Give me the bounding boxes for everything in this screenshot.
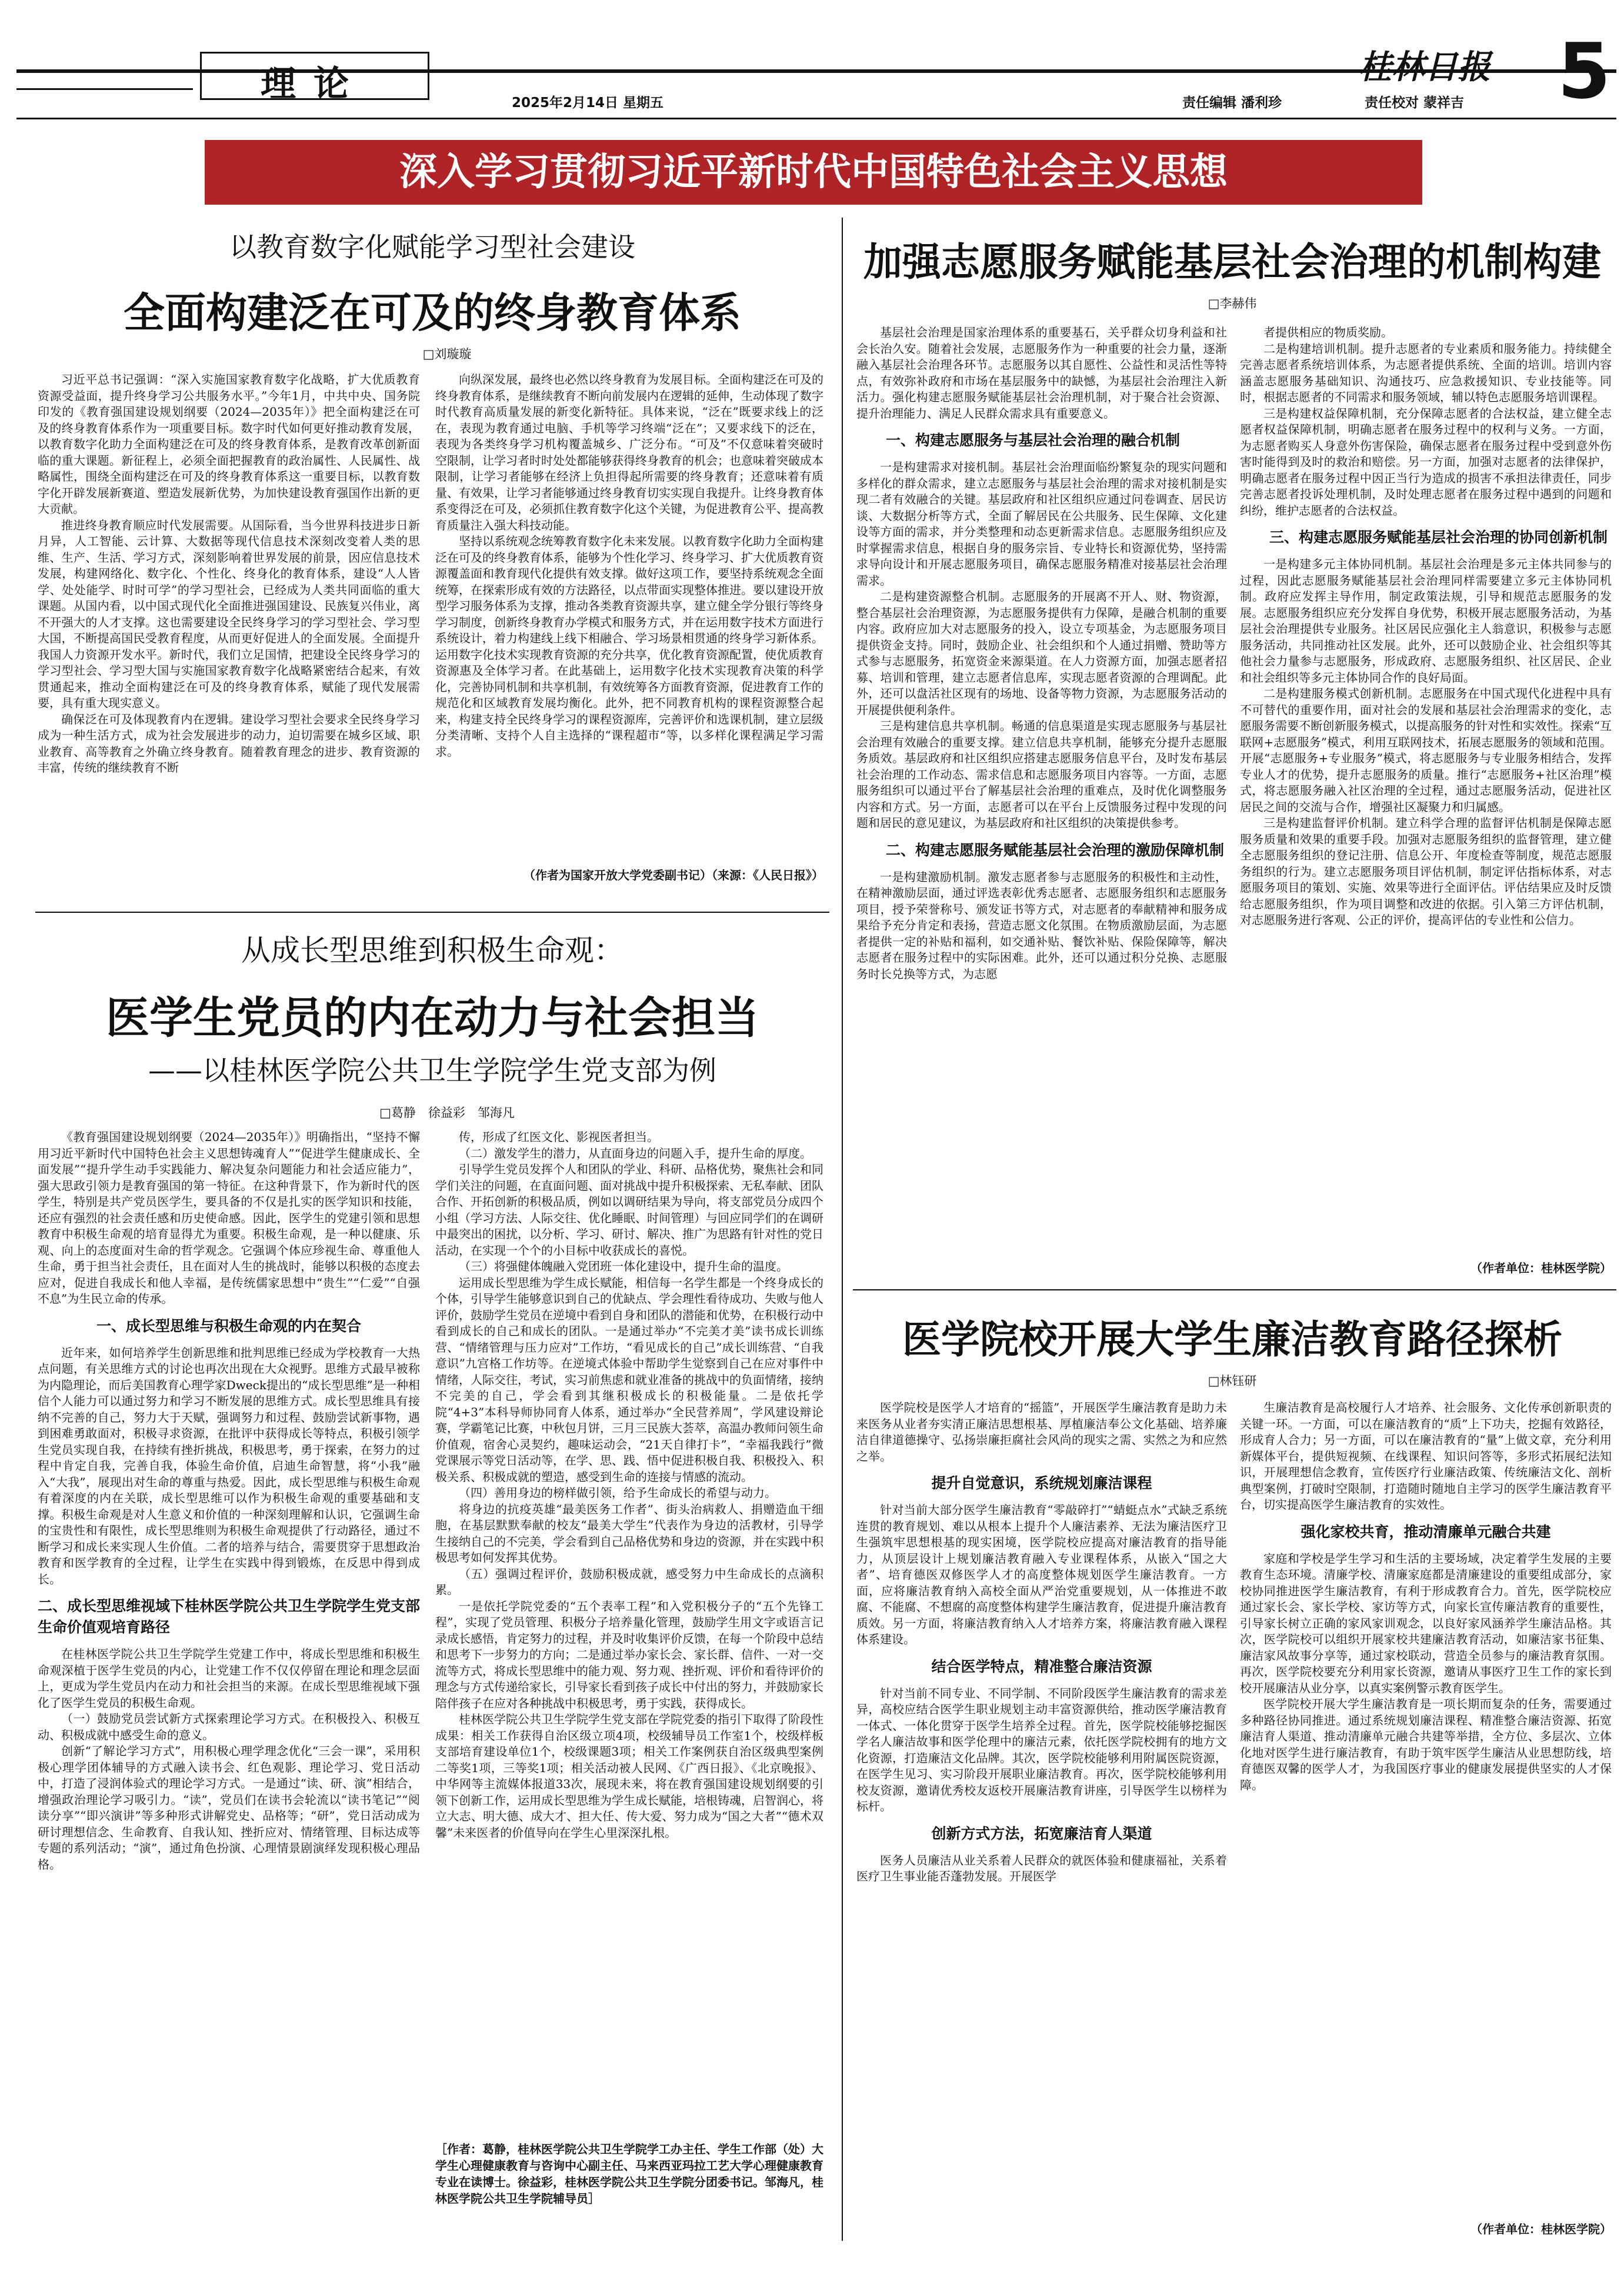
- article2-byline: □葛静 徐益彩 邹海凡: [379, 1106, 515, 1120]
- paragraph: 运用成长型思维为学生成长赋能，相信每一名学生都是一个终身成长的个体，引导学生能够意识到自己的优缺点、学会理性看待成功、失败与他人评价，鼓励学生党员在逆境中看到自身和团队的潜能和优势，在积极行动中看到成长的自己和成长的团队。一是通过举办“不完美才美”读书成长训练营、“情绪管理与压力应对”工作坊，“看见成长的自己”成长训练营、“自我意识”九宫格工作坊等。在逆境式体验中帮助学生觉察到自己在应对事件中情绪，人际交往，考试，实习前焦虑和就业准备的挑战中的负面情绪，接纳不完美的自己，学会看到其继积极成长的积极能量。二是依托学院“4+3”本科导师协同育人体系，通过举办“全民营养周”，学风建设辩论赛，学霸笔记比赛，中秋包月饼，三月三民族大荟萃，高温办教师问领生命价值观，宿舍心灵契约，趣味运动会，“21天自律打卡”，“幸福我践行”微党课展示等党日活动等，在学、思、践、悟中促进积极自我、积极投入、积极关系、积极成就的塑造，感受到生命的连接与情感的流动。: [435, 1275, 823, 1484]
- paragraph: 者提供相应的物质奖励。: [1263, 325, 1393, 339]
- paragraph: 向纵深发展，最终也必然以终身教育为发展目标。全面构建泛在可及的终身教育体系，是继续教育不断向前发展内在逻辑的延伸，生动体现了数字时代教育高质量发展的新变化新特征。具体来说，“泛在”既要求线上的泛在，表现为教育通过电脑、手机等学习终端“泛在”；又要求线下的泛在，表现为各类终身学习机构覆盖城乡、广泛分布。“可及”不仅意味着突破时空限制，让学习者时时处处都能够获得终身教育的机会；也意味着突破成本限制，让学习者能够在经济上负担得起所需要的终身教育；还意味着有质量、有效果，让学习者能够通过终身教育切实实现自我提升。让终身教育体系变得泛在可及，必须抓住教育数字化这个关键，为促进教育公平、提高教育质量注入强大科技动能。: [435, 372, 823, 532]
- header-left-rule: [16, 88, 193, 90]
- paragraph: 三是构建监督评价机制。建立科学合理的监督评估机制是保障志愿服务质量和效果的重要手段。加强对志愿服务组织的监督管理，建立健全志愿服务组织的登记注册、信息公开、年度检查等制度，规范志愿服务组织的行为。建立志愿服务项目评估机制，制定评估指标体系，对志愿服务项目的策划、实施、效果等进行全面评估。评估结果应及时反馈给志愿服务组织，作为项目调整和改进的依据。引入第三方评估机制，对志愿服务进行客观、公正的评价，提高评估的专业性和公信力。: [1240, 816, 1612, 927]
- article3-column-2: [1240, 325, 1612, 1254]
- article3-column-1: [856, 325, 1227, 1289]
- paragraph: 确保泛在可及体现教育内在逻辑。建设学习型社会要求全民终身学习成为一种生活方式，成为社会发展进步的动力，迫切需要在城乡区域、职业教育、高等教育之外确立终身教育。随着教育理念的进步、教育资源的丰富，传统的继续教育不断: [38, 712, 420, 775]
- paragraph: （一）鼓励党员尝试新方式探索理论学习方式。在积极投入、积极互动、积极成就中感受生命的意义。: [38, 1712, 420, 1742]
- article3-byline: □李赫伟: [1208, 296, 1257, 311]
- banner: [205, 140, 1422, 205]
- paragraph: 针对当前不同专业、不同学制、不同阶段医学生廉洁教育的需求差异，高校应结合医学生职业规划主动丰富资源供给，推动医学廉洁教育一体式、一体化贯穿于医学生培养全过程。首先，医学院校能够挖掘医学名人廉洁故事和医学伦理中的廉洁元素，依托医学院校拥有的地方文化资源，打造廉洁文化品牌。其次，医学院校能够利用附属医院资源，在医学生见习、实习阶段开展职业廉洁教育。再次，医学院校能够利用校友资源，邀请优秀校友返校开展廉洁教育讲座，引导医学生以榜样为标杆。: [856, 1686, 1227, 1813]
- article4-title: 医学院校开展大学生廉洁教育路径探析: [902, 1317, 1562, 1362]
- paragraph: 二是构建资源整合机制。志愿服务的开展离不开人、财、物资源，整合基层社会治理资源，为志愿服务提供有力保障，是融合机制的重要内容。政府应加大对志愿服务的投入，设立专项基金，为志愿服务项目提供资金支持。同时，鼓励企业、社会组织和个人通过捐赠、赞助等方式参与志愿服务，拓宽资金来源渠道。在人力资源方面，加强志愿者招募、培训和管理，建立志愿者信息库，实现志愿者资源的合理调配。此外，还可以盘活社区现有的场地、设备等物力资源，为志愿服务活动的开展提供便利条件。: [856, 589, 1227, 717]
- article1-author-note: （作者为国家开放大学党委副书记）（来源：《人民日报》）: [523, 868, 823, 882]
- paragraph: 坚持以系统观念统筹教育数字化未来发展。以教育数字化助力全面构建泛在可及的终身教育体系，能够为个性化学习、终身学习、扩大优质教育资源覆盖面和教育现代化提供有效支撑。做好这项工作，要坚持系统观念全面统筹，在探索形成有效的方法路径，以点带面实现整体推进。要以建设开放型学习服务体系为支撑，推动各类教育资源共享，建立健全学分银行等终身学习制度，创新终身教育办学模式和服务方式，并在运用数字技术方面进行系统设计，着力构建线上线下相融合、学习场景相贯通的终身学习新体系。运用数字化技术实现教育资源的充分共享，优化教育资源配置，使优质教育资源惠及全体学习者。在此基础上，运用数字化技术实现教育决策的科学化，完善协同机制和共享机制，有效统筹各方面教育资源，促进教育工作的规范化和区域教育发展均衡化。此外，把不同教育机构的课程资源整合起来，构建支持全民终身学习的课程资源库，完善评价和选课机制，建立层级分类清晰、支持个人自主选择的“课程超市”等，以多样化课程满足学习需求。: [435, 534, 823, 759]
- paragraph: 一是构建多元主体协同机制。基层社会治理是多元主体共同参与的过程，因此志愿服务赋能基层社会治理同样需要建立多元主体协同机制。政府应发挥主导作用，制定政策法规，引导和规范志愿服务的发展。志愿服务组织应充分发挥自身优势，积极开展志愿服务活动，为基层社会治理提供专业服务。社区居民应强化主人翁意识，积极参与志愿服务活动，共同推动社区发展。此外，还可以鼓励企业、社会组织等其他社会力量参与志愿服务，形成政府、志愿服务组织、社区居民、企业和社会组织等多元主体协同合作的良好局面。: [1240, 557, 1612, 685]
- article4-byline: □林钰研: [1208, 1374, 1257, 1388]
- paragraph: （三）将强健体魄融入党团班一体化建设中，提升生命的温度。: [459, 1259, 788, 1273]
- article1-byline: □刘璇璇: [422, 347, 472, 361]
- article1-kicker: 以教育数字化赋能学习型社会建设: [229, 231, 635, 263]
- article4-column-2: [1240, 1400, 1612, 2217]
- paragraph: 将身边的抗疫英雄“最美医务工作者”、街头治病救人、捐赠造血干细胞，在基层默默奉献的校友“最美大学生”代表作为身边的活教材，引导学生接纳自己的不完美，学会看到自己品格优势和身边的资源，并在实践中积极思考如何发挥其优势。: [435, 1502, 823, 1565]
- article3-section-1-heading: 一、构建志愿服务与基层社会治理的融合机制: [886, 432, 1181, 449]
- paragraph: 在桂林医学院公共卫生学院学生党建工作中，将成长型思维和积极生命观深植于医学生党员的内心，让党建工作不仅仅停留在理论和理念层面上，更成为学生党员内在动力和社会担当的来源。在成长型思维视域下强化了医学生党员的积极生命观。: [38, 1647, 420, 1710]
- article4-section-3-heading: 创新方式方法，拓宽廉洁育人渠道: [931, 1824, 1152, 1842]
- paragraph: 一是依托学院党委的“五个表率工程”和入党积极分子的“五个先锋工程”，实现了党员管理、积极分子培养量化管理，鼓励学生用文字或语言记录成长感悟，肯定努力的过程，并及时收集评价反馈，在每一个阶段中总结和思考下一步努力的方向；二是通过举办家长会、家长群、信件、一对一交流等方式，将成长型思维中的能力观、努力观、挫折观、评价和看待评价的理念与方式传递给家长，引导家长看到孩子成长中付出的努力，并鼓励家长陪伴孩子在应对各种挑战中积极思考，勇于实践，获得成长。: [435, 1599, 823, 1710]
- paragraph: 三是构建权益保障机制，充分保障志愿者的合法权益，建立健全志愿者权益保障机制，明确志愿者在服务过程中的权利与义务。一方面，为志愿者购买人身意外伤害保险，确保志愿者在服务过程中受到意外伤害时能得到及时的救治和赔偿。另一方面，加强对志愿者的法律保护，明确志愿者在服务过程中因正当行为造成的损害不承担法律责任，同步完善志愿者投诉处理机制，及时处理志愿者在服务过程中遇到的问题和纠纷，维护志愿者的合法权益。: [1240, 406, 1612, 518]
- article1-title: 全面构建泛在可及的终身教育体系: [124, 289, 741, 337]
- paragraph: 近年来，如何培养学生创新思维和批判思维已经成为学校教育一大热点问题，有关思维方式的讨论也再次出现在大众视野。思维方式最早被称为内隐理论，而后美国教育心理学家Dweck提出的“成长型思维”是一种相信个人能力可以通过努力和学习不断发展的思维方式。成长型思维具有接纳不完善的自己，努力大于天赋，强调努力和过程、鼓励尝试新事物，遇到困难勇敢面对，积极寻求资源，在批评中获得成长等特点，积极引领学生党员实现自我，在持续有挫折挑战，积极思考，勇于探索，在努力的过程中肯定自我，完善自我，体验生命价值，启迪生命智慧，将“小我”融入“大我”，展现出对生命的尊重与热爱。因此，成长型思维与积极生命观有着深度的内在关联，成长型思维可以作为积极生命观的重要基础和支撑。积极生命观是对人生意义和价值的一种深刻理解和认识，它强调生命的宝贵性和有限性，成长型思维则为积极生命观提供了行动路径，通过不断学习和成长来实现人生价值。二者的培养与结合，需要贯穿于思想政治教育和医学教育的全过程，让学生在实践中得到锻炼，在反思中得到成长。: [38, 1345, 420, 1586]
- paragraph: 针对当前大部分医学生廉洁教育“零敲碎打”“蜻蜓点水”式缺乏系统连贯的教育规划、难以从根本上提升个人廉洁素养、无法为廉洁医疗卫生强筑牢思想根基的现实困境，医学院校应提高对廉洁教育的指导能力，从顶层设计上规划廉洁教育融入专业课程体系，从嵌入“国之大者”、培育德医双修医学人才的高度整体规划医学生廉洁教育。一方面，应将廉洁教育纳入高校全面从严治党重要规划，从一体推进不敢腐、不能腐、不想腐的高度整体构建学生廉洁教育，促进提升廉洁教育质效。另一方面，将廉洁教育纳入人才培养方案，将廉洁教育融入课程体系建设。: [856, 1503, 1227, 1646]
- paragraph: 家庭和学校是学生学习和生活的主要场域，决定着学生发展的主要教育生态环境。清廉学校、清廉家庭都是清廉建设的重要组成部分，家校协同推进医学生廉洁教育，有利于形成教育合力。首先，医学院校应通过家长会、家长学校、家访等方式，向家长宣传廉洁教育的重要性，引导家长树立正确的家风家训观念，以良好家风涵养学生廉洁品格。其次，医学院校可以组织开展家校共建廉洁教育活动，如廉洁家书征集、廉洁家风故事分享等，通过家校联动，营造全员参与的廉洁教育氛围。再次，医学院校要充分利用家长资源，邀请从事医疗卫生工作的家长到校开展廉洁从业分享，以真实案例警示教育医学生。: [1240, 1551, 1612, 1695]
- article4-column-1: [856, 1400, 1227, 2241]
- article3-section-3-heading: 三、构建志愿服务赋能基层社会治理的协同创新机制: [1269, 529, 1608, 546]
- issue-date: 2025年2月14日 星期五: [512, 95, 664, 111]
- paragraph: 习近平总书记强调：“深入实施国家教育数字化战略，扩大优质教育资源受益面，提升终身学习公共服务水平。”今年1月，中共中央、国务院印发的《教育强国建设规划纲要（2024—2035年）》把全面构建泛在可及的终身教育体系作为一项重要目标。数字时代如何更好推动教育发展，以教育数字化助力全面构建泛在可及的终身教育体系，是教育改革创新面临的重大课题。新征程上，必须全面把握教育的政治属性、人民属性、战略属性，围绕全面构建泛在可及的终身教育体系这一重要目标，以教育数字化开辟发展新赛道、塑造发展新优势，为加快建设教育强国作出新的更大贡献。: [38, 372, 420, 516]
- article4-section-1-heading: 提升自觉意识，系统规划廉洁课程: [931, 1475, 1152, 1492]
- article2-column-1: [38, 1129, 420, 2235]
- article3-title: 加强志愿服务赋能基层社会治理的机制构建: [863, 239, 1601, 285]
- section-box: [200, 52, 429, 105]
- paragraph: 创新“了解论学习方式”，用积极心理学理念优化“三会一课”，采用积极心理学团体辅导的方式融入读书会、红色观影、理论学习、党日活动中，打造了浸润体验式的理论学习方式。一是通过“读、研、演”相结合，增强政治理论学习吸引力。“读”，党员们在读书会轮流以“读书笔记”“阅读分享”“即兴演讲”等多种形式讲解党史、品格等；“研”，党日活动成为研讨理想信念、生命教育、自我认知、挫折应对、情绪管理、目标达成等专题的系列活动；“演”，通过角色扮演、心理情景剧演绎发现积极心理品格。: [38, 1744, 420, 1872]
- article1-column-1: [38, 372, 420, 901]
- article4-section-2-heading: 结合医学特点，精准整合廉洁资源: [931, 1657, 1152, 1675]
- article4-section-4-heading: 强化家校共育，推动清廉单元融合共建: [1300, 1523, 1551, 1540]
- proofreader: 责任校对 蒙祥吉: [1365, 95, 1465, 111]
- article2-kicker: 从成长型思维到积极生命观：: [241, 933, 623, 968]
- article2-section-2-heading: 二、成长型思维视域下桂林医学院公共卫生学院学生党支部生命价值观培育路径: [38, 1597, 420, 1636]
- paragraph: （二）激发学生的潜力，从直面身边的问题入手，提升生命的厚度。: [459, 1146, 812, 1160]
- article3-bottom-rule: [853, 1289, 1616, 1290]
- article3-author-note: （作者单位：桂林医学院）: [1470, 1261, 1612, 1275]
- editor: 责任编辑 潘利珍: [1182, 95, 1282, 111]
- paragraph: 医学院校开展大学生廉洁教育是一项长期而复杂的任务，需要通过多种路径协同推进。通过系统规划廉洁课程、精准整合廉洁资源、拓宽廉洁育人渠道、推动清廉单元融合共建等举措，全方位、多层次、立体化地对医学生进行廉洁教育，有助于筑牢医学生廉洁从业思想防线，培育德医双馨的医学人才，为我国医疗事业的健康发展提供坚实的人才保障。: [1240, 1697, 1612, 1792]
- article4-author-note: （作者单位：桂林医学院）: [1470, 2222, 1612, 2236]
- banner-title: 深入学习贯彻习近平新时代中国特色社会主义思想: [399, 151, 1228, 194]
- paragraph: 生廉洁教育是高校履行人才培养、社会服务、文化传承创新职责的关键一环。一方面，可以在廉洁教育的“质”上下功夫，挖掘有效路径，形成育人合力；另一方面，可以在廉洁教育的“量”上做文章，充分利用新媒体平台，提供短视频、在线课程、知识问答等，多形式拓展纪法知识，开展理想信念教育，宣传医疗行业廉洁政策、传统廉洁文化、剖析典型案例，打破时空限制，打造随时随地自主学习的医学生廉洁教育平台，切实提高医学生廉洁教育的实效性。: [1240, 1400, 1612, 1512]
- article2-author-note: ［作者：葛静，桂林医学院公共卫生学院学工办主任、学生工作部（处）大学生心理健康教育与咨询中心副主任、马来西亚玛拉工艺大学心理健康教育专业在读博士。徐益彩，桂林医学院公共卫生学院分团委书记。邹海凡，桂林医学院公共卫生学院辅导员］: [435, 2142, 823, 2206]
- article2-column-2: [435, 1129, 823, 2135]
- paragraph: 基层社会治理是国家治理体系的重要基石，关乎群众切身利益和社会长治久安。随着社会发展，志愿服务作为一种重要的社会力量，逐渐融入基层社会治理各环节。志愿服务以其自愿性、公益性和灵活性等特点，有效弥补政府和市场在基层服务中的缺憾，为基层社会治理注入新活力。强化构建志愿服务赋能基层社会治理机制，对于聚合社会资源、提升治理能力、满足人民群众需求具有重要意义。: [856, 325, 1227, 421]
- section-title: 理论: [261, 64, 366, 105]
- paragraph: 推进终身教育顺应时代发展需要。从国际看，当今世界科技进步日新月异，人工智能、云计算、大数据等现代信息技术深刻改变着人类的思维、生产、生活、学习方式，深刻影响着世界发展的前景，因应信息技术发展，构建网络化、数字化、个性化、终身化的教育体系，建设“人人皆学、处处能学、时时可学”的学习型社会，已经成为人类共同面临的重大课题。从国内看，以中国式现代化全面推进强国建设、民族复兴伟业，离不开强大的人才支撑。这也需要建设全民终身学习的学习型社会、学习型大国，不断提高国民受教育程度，从而更好促进人的全面发展。全面提升我国人力资源开发水平。新时代，我们立足国情，把建设全民终身学习的学习型社会、学习型大国与实施国家教育数字化战略紧密结合起来，有效贯通起来，推动全面构建泛在可及的终身教育体系，赋能了现代发展需要，具有重大现实意义。: [38, 518, 420, 710]
- paragraph: 医学院校是医学人才培育的“摇篮”，开展医学生廉洁教育是助力未来医务从业者夯实清正廉洁思想根基、厚植廉洁奉公文化基础、培养廉洁自律道德操守、弘扬崇廉拒腐社会风尚的现实之需、实然之为和应然之举。: [856, 1400, 1227, 1463]
- paragraph: （五）强调过程评价，鼓励积极成就，感受努力中生命成长的点滴积累。: [435, 1566, 823, 1597]
- page-number: 5: [1558, 26, 1611, 116]
- paragraph: 一是构建需求对接机制。基层社会治理面临纷繁复杂的现实问题和多样化的群众需求，建立志愿服务与基层社会治理的需求对接机制是实现二者有效融合的关键。基层政府和社区组织应通过问卷调查、居民访谈、大数据分析等方式，全面了解居民在公共服务、民生保障、文化建设等方面的需求，并分类整理和动态更新需求信息。志愿服务组织应及时掌握需求信息，根据自身的服务宗旨、专业特长和资源优势，坚持需求导向设计和开展志愿服务项目，确保志愿服务精准对接基层社会治理需求。: [856, 460, 1227, 588]
- paragraph: 《教育强国建设规划纲要（2024—2035年）》明确指出，“坚持不懈用习近平新时代中国特色社会主义思想铸魂育人”“促进学生健康成长、全面发展”“提升学生动手实践能力、解决复杂问题能力和社会适应能力”，强大思政引领力是教育强国的第一特征。在这种背景下，作为新时代的医学生，特别是共产党员医学生，要具备的不仅是扎实的医学知识和技能，还应有强烈的社会责任感和历史使命感。因此，医学生的党建引领和思想教育中积极生命观的培育显得尤为重要。积极生命观，是一种以健康、乐观、向上的态度面对生命的哲学观念。它强调个体应珍视生命、尊重他人生命，勇于担当社会责任，且在面对人生的挑战时，能够以积极的态度去应对，促进自我成长和他人幸福，是传统儒家思想中“贵生”“仁爱”“自强不息”为生民立命的传承。: [38, 1130, 420, 1306]
- article1-column-2: [435, 372, 823, 866]
- paragraph: 三是构建信息共享机制。畅通的信息渠道是实现志愿服务与基层社会治理有效融合的重要支撑。建立信息共享机制，能够充分提升志愿服务质效。基层政府和社区组织应搭建志愿服务信息平台，及时发布基层社会治理的工作动态、需求信息和志愿服务项目内容等。一方面，志愿服务组织可以通过平台了解基层社会治理的重难点，及时优化调整服务内容和方式。另一方面，志愿者可以在平台上反馈服务过程中发现的问题和居民的意见建议，为基层政府和社区组织的决策提供参考。: [856, 719, 1227, 830]
- article3-section-2-heading: 二、构建志愿服务赋能基层社会治理的激励保障机制: [886, 841, 1225, 859]
- article2-section-1-heading: 一、成长型思维与积极生命观的内在契合: [96, 1317, 361, 1335]
- header-bottom-rule: [16, 118, 1616, 119]
- paragraph: 医务人员廉洁从业关系着人民群众的就医体验和健康福祉，关系着医疗卫生事业能否蓬勃发展。开展医学: [856, 1853, 1227, 1883]
- paragraph: 二是构建服务模式创新机制。志愿服务在中国式现代化进程中具有不可替代的重要作用，面对社会的发展和基层社会治理需求的变化，志愿服务需要不断创新服务模式，以提高服务的针对性和实效性。探索“互联网+志愿服务”模式，利用互联网技术，拓展志愿服务的领域和范围。开展“志愿服务+专业服务”模式，将志愿服务与专业服务相结合，发挥专业人才的优势，提升志愿服务的质量。推行“志愿服务+社区治理”模式，将志愿服务融入社区治理的全过程，通过志愿服务活动，促进社区居民之间的交流与合作，增强社区凝聚力和归属感。: [1240, 686, 1612, 814]
- paragraph: 二是构建培训机制。提升志愿者的专业素质和服务能力。持续健全完善志愿者系统培训体系，为志愿者提供系统、全面的培训。培训内容涵盖志愿服务基础知识、沟通技巧、应急救援知识、专业技能等。同时，根据志愿者的不同需求和服务领域，辅以特色志愿服务培训课程。: [1240, 341, 1612, 404]
- column-divider: [842, 218, 843, 2241]
- paragraph: 传，形成了红医文化、影视医者担当。: [459, 1130, 659, 1144]
- article2-title: 医学生党员的内在动力与社会担当: [106, 993, 759, 1043]
- masthead-logo: 桂林日报: [1359, 48, 1490, 86]
- article1-bottom-rule: [35, 912, 829, 913]
- article2-subtitle: ——以桂林医学院公共卫生学院学生党支部为例: [148, 1055, 716, 1086]
- paragraph: 桂林医学院公共卫生学院学生党支部在学院党委的指引下取得了阶段性成果：相关工作获得自治区级立项4项，校级辅导员工作室1个，校级样板支部培育建设单位1个，校级课题3项；相关工作案例获自治区级典型案例二等奖1项，三等奖1项；相关活动被人民网、《广西日报》、《北京晚报》、中华网等主流媒体报道33次，展现未来，将在教育强国建设规划纲要的引领下创新工作，运用成长型思维为学生成长赋能，培根铸魂，启智润心，将立大志、明大德、成大才、担大任、传大爱、努力成为“国之大者”“德术双馨”未来医者的价值导向在学生心里深深扎根。: [435, 1712, 823, 1840]
- paragraph: （四）善用身边的榜样做引领，给予生命成长的希望与动力。: [459, 1486, 776, 1500]
- paragraph: 一是构建激励机制。激发志愿者参与志愿服务的积极性和主动性，在精神激励层面，通过评选表彰优秀志愿者、志愿服务组织和志愿服务项目，授予荣誉称号、颁发证书等方式，对志愿者的奉献精神和服务成果给予充分肯定和表扬，营造志愿文化氛围。在物质激励层面，为志愿者提供一定的补贴和福利，如交通补贴、餐饮补贴、保险保障等，解决志愿者在服务过程中的实际困难。此外，还可以通过积分兑换、志愿服务时长兑换等方式，为志愿: [856, 869, 1227, 981]
- paragraph: 引导学生党员发挥个人和团队的学业、科研、品格优势，聚焦社会和同学们关注的问题，在直面问题、面对挑战中提升积极探索、无私奉献、团队合作、开拓创新的积极品质，例如以调研结果为导向，将支部党员分成四个小组（学习方法、人际交往、优化睡眠、时间管理）与回应同学们的在调研中最突出的困扰，以分析、学习、研讨、解决、推广为思路有针对性的党日活动，在实现一个个的小目标中收获成长的喜悦。: [435, 1162, 823, 1257]
